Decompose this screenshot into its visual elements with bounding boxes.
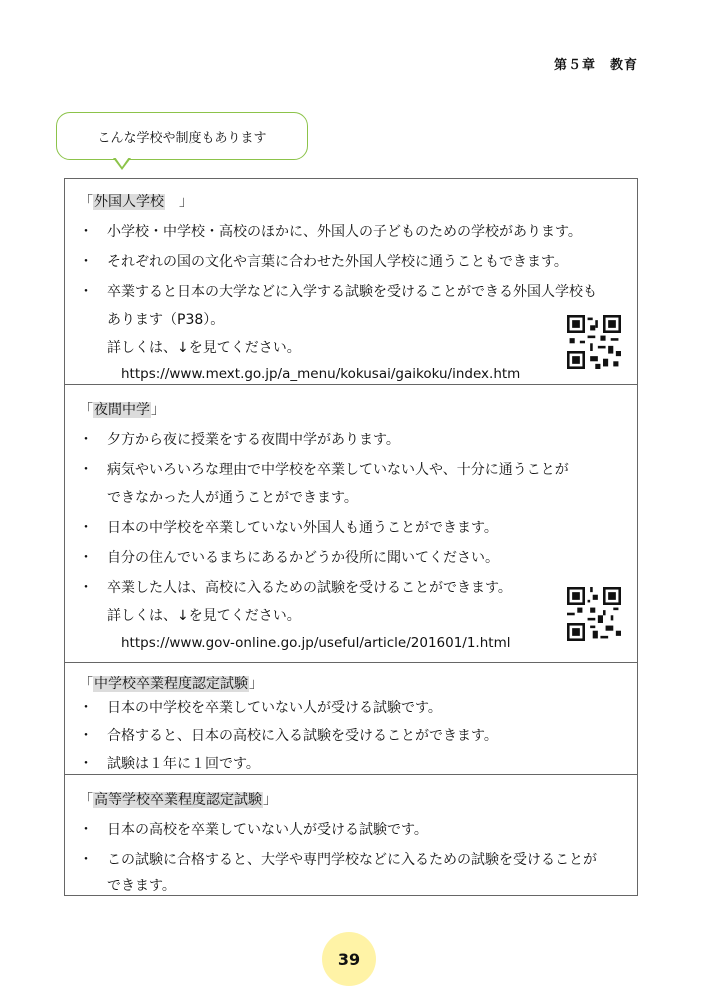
list-item: ・ 小学校・中学校・高校のほかに、外国人の子どものための学校があります。	[79, 224, 582, 240]
list-item: ・ この試験に合格すると、大学や専門学校などに入るための試験を受けることが	[79, 852, 597, 868]
reference-url[interactable]: https://www.mext.go.jp/a_menu/kokusai/gaikoku/index.htm	[121, 366, 521, 382]
list-item: ・ 自分の住んでいるまちにあるかどうか役所に聞いてください。	[79, 550, 499, 566]
detail-text: 詳しくは、↓を見てください。	[107, 608, 301, 624]
reference-url[interactable]: https://www.gov-online.go.jp/useful/article/201601/1.html	[121, 635, 511, 651]
list-item: ・ 合格すると、日本の高校に入る試験を受けることができます。	[79, 728, 498, 744]
list-item: ・ 卒業すると日本の大学などに入学する試験を受けることができる外国人学校も	[79, 284, 597, 300]
list-item-continuation: できます。	[107, 878, 176, 894]
page-number-text: 39	[337, 949, 361, 969]
section-foreign-schools	[64, 178, 638, 384]
list-item: ・ 試験は１年に１回です。	[79, 756, 260, 772]
section-heading: 「中学校卒業程度認定試験」	[79, 676, 263, 692]
callout-text: こんな学校や制度もあります	[97, 130, 267, 146]
section-junior-high-equivalency	[64, 662, 638, 774]
section-night-junior-high	[64, 384, 638, 662]
list-item: ・ 日本の高校を卒業していない人が受ける試験です。	[79, 822, 428, 838]
chapter-title: 第５章 教育	[553, 58, 638, 73]
callout-bubble	[56, 112, 308, 160]
list-item: ・ 卒業した人は、高校に入るための試験を受けることができます。	[79, 580, 512, 596]
list-item: ・ 日本の中学校を卒業していない外国人も通うことができます。	[79, 520, 498, 536]
list-item: ・ 夕方から夜に授業をする夜間中学があります。	[79, 432, 400, 448]
section-heading: 「外国人学校 」	[79, 194, 193, 210]
list-item: ・ 病気やいろいろな理由で中学校を卒業していない人や、十分に通うことが	[79, 462, 569, 478]
section-heading: 「夜間中学」	[79, 402, 165, 418]
detail-text: 詳しくは、↓を見てください。	[107, 340, 301, 356]
callout-tail	[113, 158, 131, 170]
section-high-school-equivalency	[64, 774, 638, 896]
qr-code	[567, 315, 621, 369]
qr-code	[567, 587, 621, 641]
page-number	[322, 932, 376, 986]
list-item: ・ それぞれの国の文化や言葉に合わせた外国人学校に通うこともできます。	[79, 254, 568, 270]
list-item-continuation: できなかった人が通うことができます。	[107, 490, 358, 506]
list-item: ・ 日本の中学校を卒業していない人が受ける試験です。	[79, 700, 442, 716]
section-heading: 「高等学校卒業程度認定試験」	[79, 792, 277, 808]
list-item-continuation: あります（P38）。	[107, 312, 225, 328]
